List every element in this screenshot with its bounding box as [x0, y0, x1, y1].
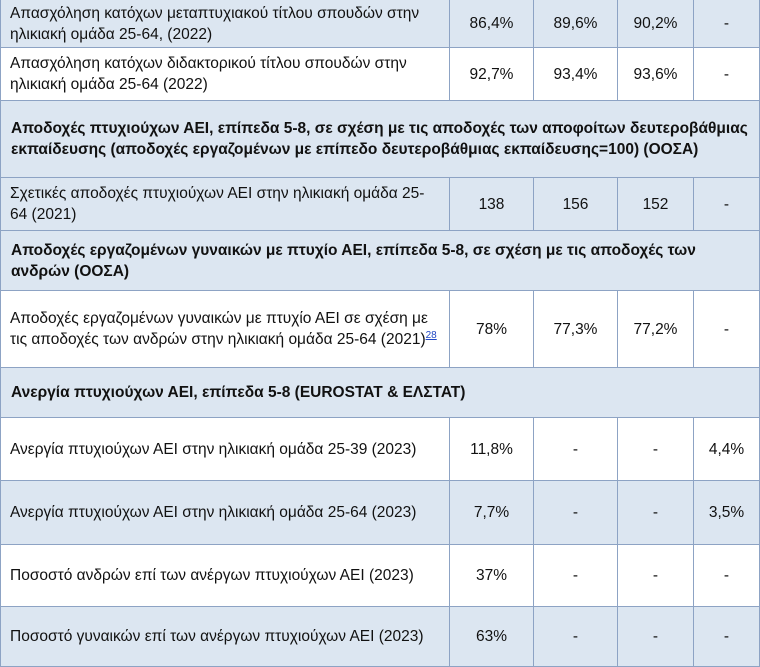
table-row — [1, 418, 760, 481]
value-cell: - — [534, 481, 618, 545]
value-cell: - — [694, 48, 760, 101]
value-cell: - — [534, 607, 618, 667]
row-label: Σχετικές αποδοχές πτυχιούχων ΑΕΙ στην ηλικιακή ομάδα 25-64 (2021) — [1, 178, 450, 231]
value-cell: 63% — [450, 607, 534, 667]
value-cell: 11,8% — [450, 418, 534, 481]
row-label: Ανεργία πτυχιούχων ΑΕΙ στην ηλικιακή ομάδα 25-39 (2023) — [1, 418, 450, 481]
value-cell: - — [618, 545, 694, 607]
table-row — [1, 291, 760, 368]
section-header-row — [1, 368, 760, 418]
value-cell: 89,6% — [534, 0, 618, 48]
value-cell: 90,2% — [618, 0, 694, 48]
row-label: Απασχόληση κατόχων διδακτορικού τίτλου σπουδών στην ηλικιακή ομάδα 25-64 (2022) — [1, 48, 450, 101]
value-cell: 77,2% — [618, 291, 694, 368]
value-cell: - — [618, 607, 694, 667]
value-cell: 156 — [534, 178, 618, 231]
value-cell: - — [694, 607, 760, 667]
section-title: Ανεργία πτυχιούχων ΑΕΙ, επίπεδα 5-8 (EUROSTAT & ΕΛΣΤΑΤ) — [1, 368, 760, 418]
value-cell: 92,7% — [450, 48, 534, 101]
table-row — [1, 0, 760, 48]
value-cell: - — [534, 418, 618, 481]
section-title: Αποδοχές εργαζομένων γυναικών με πτυχίο ΑΕΙ, επίπεδα 5-8, σε σχέση με τις αποδοχές των ανδρών (ΟΟΣΑ) — [1, 231, 760, 291]
table-row — [1, 481, 760, 545]
value-cell: - — [694, 291, 760, 368]
value-cell: 93,4% — [534, 48, 618, 101]
value-cell: 4,4% — [694, 418, 760, 481]
value-cell: - — [534, 545, 618, 607]
table-row — [1, 48, 760, 101]
value-cell: 77,3% — [534, 291, 618, 368]
value-cell: - — [618, 481, 694, 545]
value-cell: - — [694, 0, 760, 48]
table-row — [1, 178, 760, 231]
value-cell: - — [694, 545, 760, 607]
row-label — [1, 291, 450, 368]
value-cell: - — [694, 178, 760, 231]
footnote-link[interactable]: 28 — [425, 329, 437, 341]
row-label-text: Αποδοχές εργαζομένων γυναικών με πτυχίο ΑΕΙ σε σχέση με τις αποδοχές των ανδρών στην ηλικιακή ομάδα 25-64 (2021) — [10, 310, 428, 348]
value-cell: 3,5% — [694, 481, 760, 545]
value-cell: 138 — [450, 178, 534, 231]
row-label: Ανεργία πτυχιούχων ΑΕΙ στην ηλικιακή ομάδα 25-64 (2023) — [1, 481, 450, 545]
value-cell: 93,6% — [618, 48, 694, 101]
value-cell: - — [618, 418, 694, 481]
row-label: Απασχόληση κατόχων μεταπτυχιακού τίτλου σπουδών στην ηλικιακή ομάδα 25-64, (2022) — [1, 0, 450, 48]
section-title: Αποδοχές πτυχιούχων ΑΕΙ, επίπεδα 5-8, σε σχέση με τις αποδοχές των αποφοίτων δευτεροβάθμιας εκπαίδευσης (αποδοχές εργαζομένων με επίπεδο δευτεροβάθμιας εκπαίδευσης=100) (ΟΟΣΑ) — [1, 101, 760, 178]
value-cell: 37% — [450, 545, 534, 607]
table-row — [1, 607, 760, 667]
value-cell: 86,4% — [450, 0, 534, 48]
value-cell: 7,7% — [450, 481, 534, 545]
section-header-row — [1, 231, 760, 291]
row-label: Ποσοστό ανδρών επί των ανέργων πτυχιούχων ΑΕΙ (2023) — [1, 545, 450, 607]
table-row — [1, 545, 760, 607]
value-cell: 78% — [450, 291, 534, 368]
row-label: Ποσοστό γυναικών επί των ανέργων πτυχιούχων ΑΕΙ (2023) — [1, 607, 450, 667]
value-cell: 152 — [618, 178, 694, 231]
section-header-row — [1, 101, 760, 178]
